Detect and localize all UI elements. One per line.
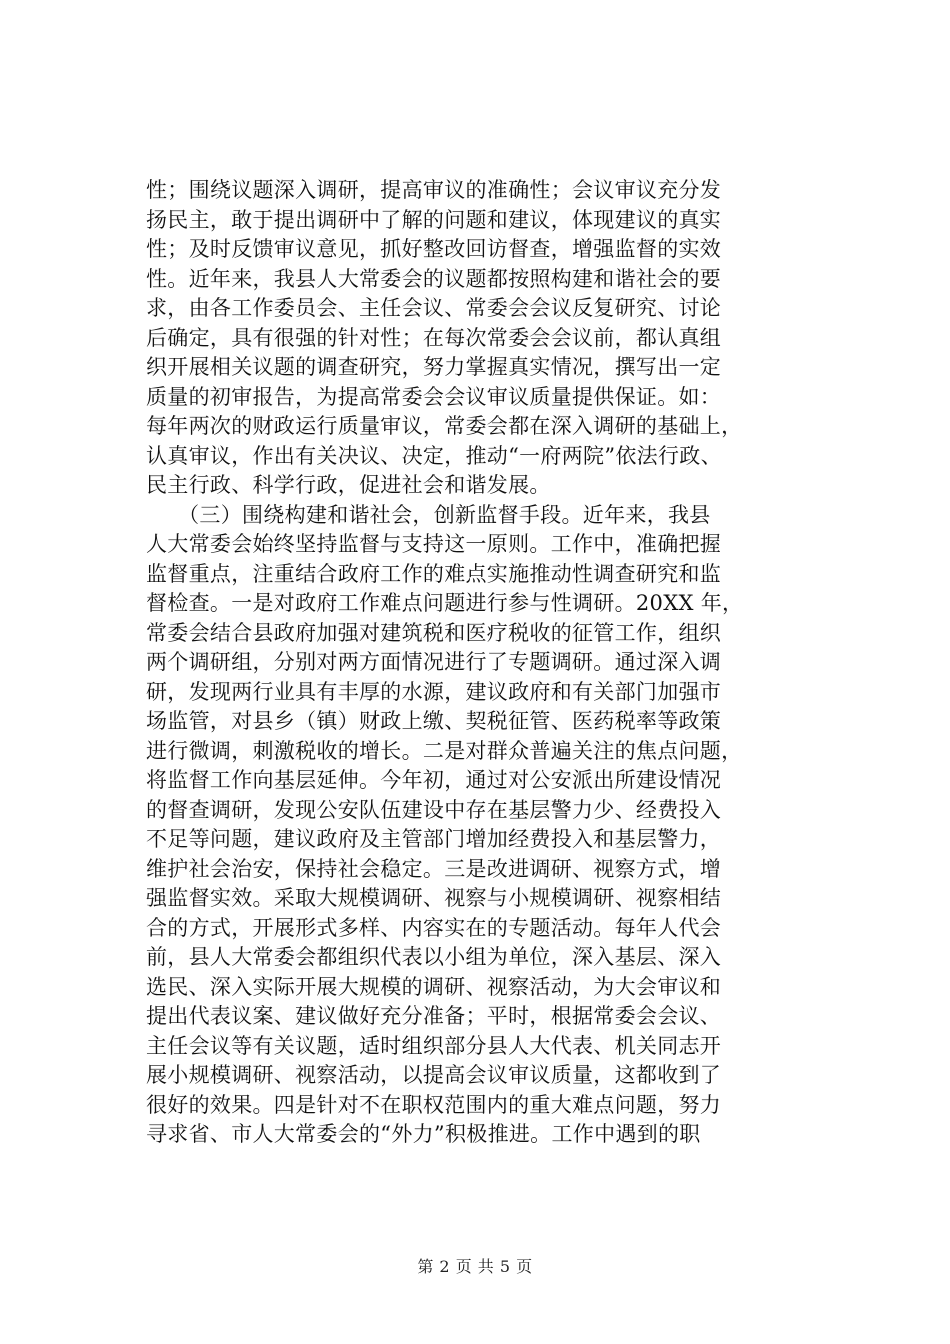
text-line: 性；及时反馈审议意见，抓好整改回访督查，增强监督的实效	[146, 237, 722, 261]
text-line: 认真审议，作出有关决议、决定，推动“一府两院”依法行政、	[146, 443, 722, 468]
text-line: 每年两次的财政运行质量审议，常委会都在深入调研的基础上，	[146, 414, 743, 438]
text-line: 场监管，对县乡（镇）财政上缴、契税征管、医药税率等政策	[146, 709, 722, 733]
text-line: （三）围绕构建和谐社会，创新监督手段。近年来，我县	[146, 502, 711, 527]
text-line: 展小规模调研、视察活动，以提高会议审议质量，这都收到了	[146, 1063, 722, 1087]
page-footer: 第 2 页 共 5 页	[417, 1257, 533, 1276]
text-line: 常委会结合县政府加强对建筑税和医疗税收的征管工作，组织	[146, 620, 722, 645]
text-line: 提出代表议案、建议做好充分准备；平时，根据常委会会议、	[146, 1004, 722, 1028]
text-line: 民主行政、科学行政，促进社会和谐发展。	[146, 473, 551, 497]
text-line: 研，发现两行业具有丰厚的水源，建议政府和有关部门加强市	[146, 679, 722, 704]
text-line: 合的方式，开展形式多样、内容实在的专题活动。每年人代会	[146, 915, 722, 940]
text-line: 选民、深入实际开展大规模的调研、视察活动，为大会审议和	[146, 974, 722, 999]
text-line: 的督查调研，发现公安队伍建设中存在基层警力少、经费投入	[146, 797, 722, 822]
text-line: 督检查。一是对政府工作难点问题进行参与性调研。20XX 年，	[146, 591, 744, 615]
text-line: 后确定，具有很强的针对性；在每次常委会会议前，都认真组	[146, 325, 722, 350]
text-line: 监督重点，注重结合政府工作的难点实施推动性调查研究和监	[146, 561, 722, 586]
text-line: 性；围绕议题深入调研，提高审议的准确性；会议审议充分发	[146, 178, 722, 202]
text-line: 寻求省、市人大常委会的“外力”积极推进。工作中遇到的职	[146, 1122, 701, 1146]
text-line: 强监督实效。采取大规模调研、视察与小规模调研、视察相结	[146, 886, 722, 910]
text-line: 求，由各工作委员会、主任会议、常委会会议反复研究、讨论	[146, 296, 722, 320]
text-line: 不足等问题，建议政府及主管部门增加经费投入和基层警力，	[146, 827, 722, 851]
body-text	[146, 176, 836, 1150]
text-line: 扬民主，敢于提出调研中了解的问题和建议，体现建议的真实	[146, 207, 722, 232]
text-line: 质量的初审报告，为提高常委会会议审议质量提供保证。如：	[146, 384, 722, 409]
text-line: 性。近年来，我县人大常委会的议题都按照构建和谐社会的要	[146, 266, 722, 291]
text-line: 进行微调，刺激税收的增长。二是对群众普遍关注的焦点问题，	[146, 738, 743, 763]
text-line: 织开展相关议题的调查研究，努力掌握真实情况，撰写出一定	[146, 355, 722, 379]
text-line: 将监督工作向基层延伸。今年初，通过对公安派出所建设情况	[146, 768, 722, 792]
text-line: 人大常委会始终坚持监督与支持这一原则。工作中，准确把握	[146, 532, 722, 556]
text-line: 前，县人大常委会都组织代表以小组为单位，深入基层、深入	[146, 945, 722, 969]
text-line: 维护社会治安，保持社会稳定。三是改进调研、视察方式，增	[146, 856, 722, 881]
text-line: 主任会议等有关议题，适时组织部分县人大代表、机关同志开	[146, 1033, 722, 1058]
text-line: 很好的效果。四是针对不在职权范围内的重大难点问题，努力	[146, 1092, 722, 1117]
text-line: 两个调研组，分别对两方面情况进行了专题调研。通过深入调	[146, 650, 722, 674]
